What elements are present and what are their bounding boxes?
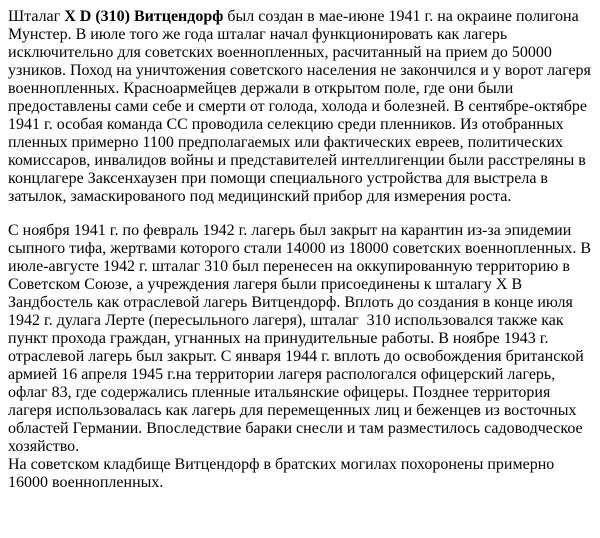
paragraph-camp-later-history xyxy=(8,222,596,492)
paragraph-prefix-text: Шталаг xyxy=(8,8,65,25)
document-body xyxy=(8,8,596,492)
paragraph-camp-founding xyxy=(8,8,595,206)
camp-name-bold: X D (310) Витцендорф xyxy=(64,8,224,25)
paragraph-body-text: был создан в мае-июне 1941 г. на окраине полигона Мунстер. В июле того же года шталаг начал функционировать как лагерь исключительно для советских военнопленных, расчитанный на прием до 50000 узников. Поход на уничтожения советского населения не закончился и у ворот лагеря военнопленных. Красноармейцев держали в открытом поле, где они были предоставлены сами себе и смерти от голода, холода и болезней. В сентябре-октябре 1941 г. особая команда СС проводила селекцию среди пленников. Из отобранных пленных примерно 1100 предполагаемых или фактических евреев, политических комиссаров, инвалидов войны и представителей интеллигенции были расстреляны в концлагере Заксенхаузен при помощи специального устройства для выстрела в затылок, замаскированого под медицинский прибор для измерения роста. xyxy=(8,8,595,205)
paragraph-body-text: С ноября 1941 г. по февраль 1942 г. лагерь был закрыт на карантин из-за эпидемии сыпного тифа, жертвами которого стали 14000 из 18000 советских военнопленных. В июле-августе 1942 г. шталаг 310 был перенесен на оккупированную территорию в Советском Союзе, а учреждения лагеря были присоединены к шталагу X B Зандбостель как отраслевой лагерь Витцендорф. Вплоть до создания в конце июля 1942 г. дулага Лерте (пересыльного лагеря), шталаг 310 использовался также как пункт прохода граждан, угнанных на принудительные работы. В ноябре 1943 г. отраслевой лагерь был закрыт. С января 1944 г. вплоть до освобождения британской армией 16 апреля 1945 г.на территории лагеря распологался офицерский лагерь, офлаг 83, где содержались пленные итальянские офицеры. Позднее территория лагеря использовалась как лагерь для перемещенных лиц и беженцев из восточных областей Германии. Впоследствие бараки снесли и там разместилось садоводческое хозяйство. xyxy=(8,222,596,455)
cemetery-note-text: На советском кладбище Витцендорф в братских могилах похоронены примерно 16000 военнопленных. xyxy=(8,456,559,491)
